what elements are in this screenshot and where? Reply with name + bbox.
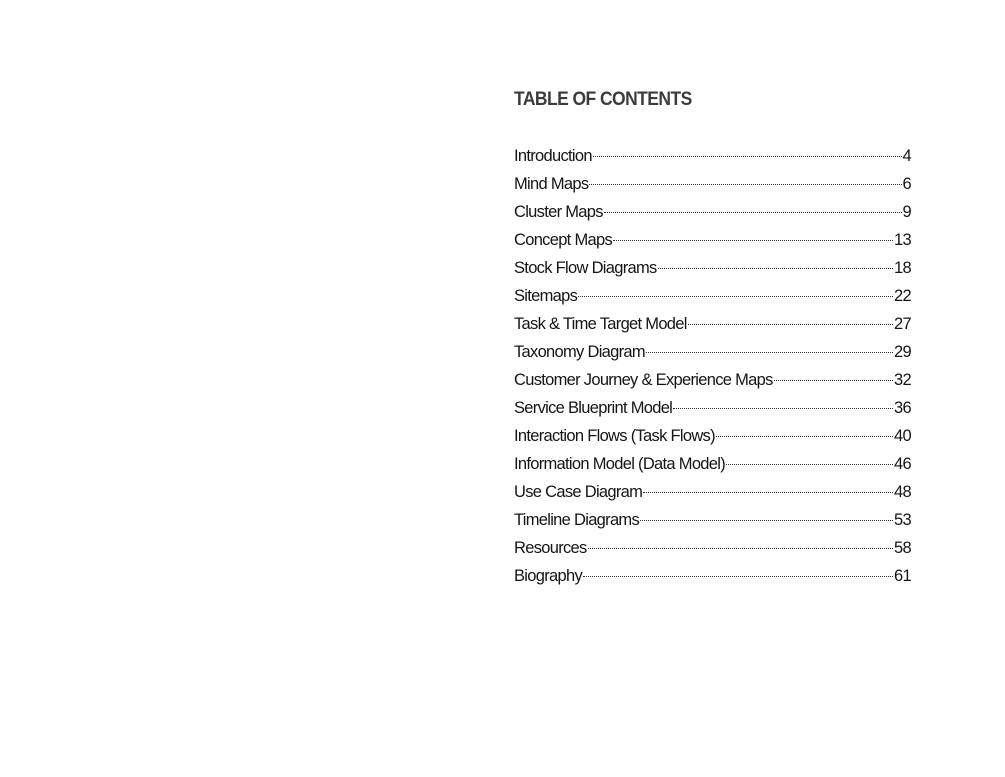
toc-entry-interaction-flows[interactable] — [514, 423, 911, 451]
toc-page-number: 18 — [894, 259, 911, 277]
toc-dot-leader — [604, 212, 902, 213]
toc-dot-leader — [658, 268, 893, 269]
toc-dot-leader — [578, 296, 893, 297]
toc-dot-leader — [593, 156, 902, 157]
toc-entry-resources[interactable] — [514, 535, 911, 563]
toc-entry-task-time-target-model[interactable] — [514, 311, 911, 339]
toc-entry-label: Introduction — [514, 147, 592, 165]
toc-entry-label: Task & Time Target Model — [514, 315, 687, 333]
toc-page-number: 36 — [894, 399, 911, 417]
toc-dot-leader — [589, 184, 901, 185]
toc-entry-label: Service Blueprint Model — [514, 399, 673, 417]
toc-entry-stock-flow-diagrams[interactable] — [514, 255, 911, 283]
toc-page-number: 9 — [902, 203, 911, 221]
toc-entry-label: Interaction Flows (Task Flows) — [514, 427, 715, 445]
toc-title: TABLE OF CONTENTS — [514, 89, 692, 110]
toc-entry-biography[interactable] — [514, 563, 911, 591]
toc-page-number: 27 — [894, 315, 911, 333]
toc-list — [514, 143, 911, 591]
toc-dot-leader — [774, 380, 893, 381]
toc-page-number: 58 — [894, 539, 911, 557]
toc-entry-customer-journey-experience-maps[interactable] — [514, 367, 911, 395]
toc-dot-leader — [583, 576, 893, 577]
toc-dot-leader — [646, 352, 893, 353]
toc-entry-label: Concept Maps — [514, 231, 612, 249]
toc-dot-leader — [688, 324, 893, 325]
toc-page-number: 32 — [894, 371, 911, 389]
toc-page-number: 53 — [894, 511, 911, 529]
toc-entry-information-model[interactable] — [514, 451, 911, 479]
toc-entry-label: Use Case Diagram — [514, 483, 643, 501]
toc-entry-label: Resources — [514, 539, 587, 557]
table-of-contents — [514, 87, 911, 585]
toc-page-number: 48 — [894, 483, 911, 501]
toc-entry-concept-maps[interactable] — [514, 227, 911, 255]
toc-page-number: 46 — [894, 455, 911, 473]
toc-entry-mind-maps[interactable] — [514, 171, 911, 199]
toc-entry-label: Biography — [514, 567, 582, 585]
toc-dot-leader — [716, 436, 893, 437]
toc-entry-timeline-diagrams[interactable] — [514, 507, 911, 535]
toc-page-number: 29 — [894, 343, 911, 361]
toc-entry-label: Cluster Maps — [514, 203, 603, 221]
toc-page-number: 4 — [902, 147, 911, 165]
toc-entry-label: Stock Flow Diagrams — [514, 259, 657, 277]
toc-entry-label: Sitemaps — [514, 287, 578, 305]
toc-dot-leader — [643, 492, 893, 493]
toc-dot-leader — [613, 240, 893, 241]
toc-entry-introduction[interactable] — [514, 143, 911, 171]
toc-entry-label: Timeline Diagrams — [514, 511, 640, 529]
toc-page-number: 6 — [902, 175, 911, 193]
toc-dot-leader — [640, 520, 893, 521]
toc-entry-label: Customer Journey & Experience Maps — [514, 371, 773, 389]
toc-dot-leader — [588, 548, 893, 549]
toc-page-number: 22 — [894, 287, 911, 305]
toc-entry-taxonomy-diagram[interactable] — [514, 339, 911, 367]
toc-page-number: 13 — [894, 231, 911, 249]
toc-entry-label: Mind Maps — [514, 175, 589, 193]
toc-page-number: 61 — [894, 567, 911, 585]
toc-entry-service-blueprint-model[interactable] — [514, 395, 911, 423]
toc-entry-label: Information Model (Data Model) — [514, 455, 726, 473]
toc-entry-sitemaps[interactable] — [514, 283, 911, 311]
toc-page-number: 40 — [894, 427, 911, 445]
toc-entry-cluster-maps[interactable] — [514, 199, 911, 227]
toc-entry-label: Taxonomy Diagram — [514, 343, 645, 361]
toc-entry-use-case-diagram[interactable] — [514, 479, 911, 507]
toc-dot-leader — [673, 408, 893, 409]
toc-dot-leader — [726, 464, 893, 465]
